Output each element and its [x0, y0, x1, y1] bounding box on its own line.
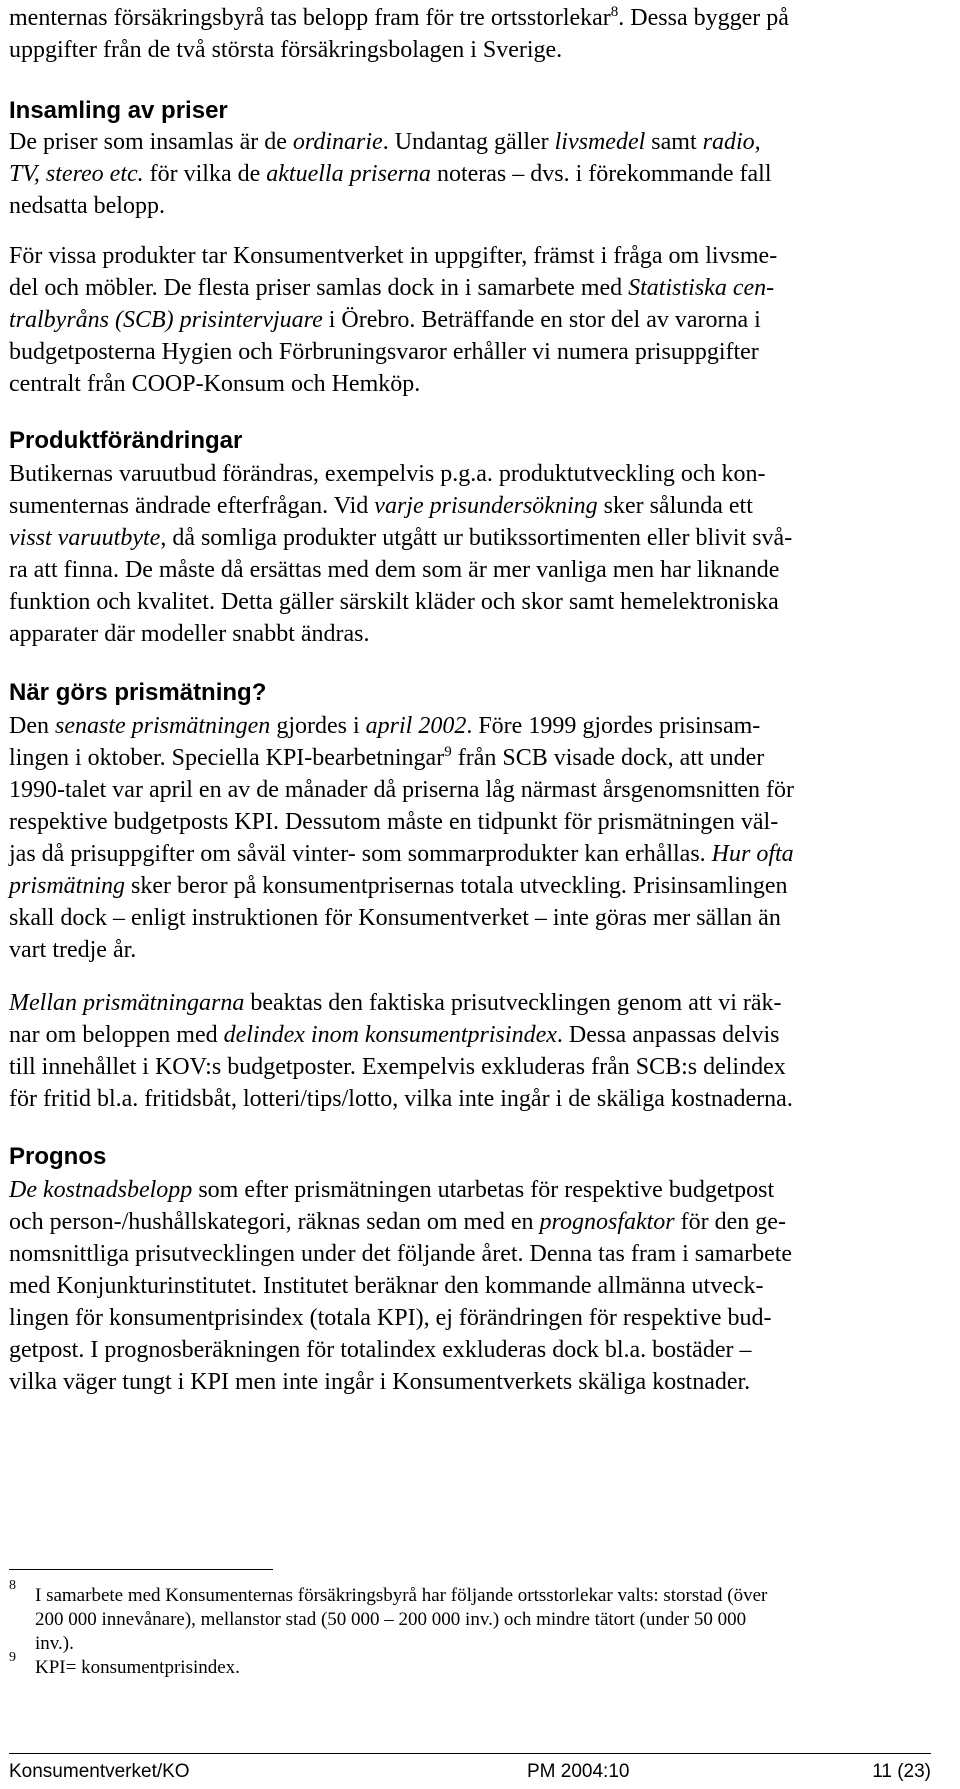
footer-rule [9, 1753, 931, 1754]
footnote-number-9: 9 [9, 1650, 16, 1665]
paragraph-line: Butikernas varuutbud förändras, exempelvis p.g.a. produktutveckling och kon- [9, 461, 766, 487]
footer-page-number: 11 (23) [872, 1761, 931, 1782]
paragraph-line: prismätning sker beror på konsumentprisernas totala utveckling. Prisinsamlingen [9, 873, 788, 899]
intro-line-1: menternas försäkringsbyrå tas belopp fram för tre ortsstorlekar$^8$. Dessa bygger på [9, 4, 789, 31]
paragraph-line: med Konjunkturinstitutet. Institutet beräknar den kommande allmänna utveck- [9, 1273, 764, 1299]
paragraph-line: nomsnittliga prisutvecklingen under det följande året. Denna tas fram i samarbete [9, 1241, 793, 1267]
paragraph-line: lingen för konsumentprisindex (totala KPI), ej förändringen för respektive bud- [9, 1305, 772, 1331]
footer-center: PM 2004:10 [527, 1761, 630, 1782]
paragraph-line: budgetposterna Hygien och Förbruningsvaror erhåller vi numera prisuppgifter [9, 339, 759, 365]
paragraph-line: visst varuutbyte, då somliga produkter utgått ur butikssortimenten eller blivit svå- [9, 525, 793, 551]
footnote-ref-8: 8 [610, 4, 619, 20]
paragraph-line: ra att finna. De måste då ersättas med dem som är mer vanliga men har liknande [9, 557, 780, 583]
footnote-8-line-3: inv.). [35, 1633, 74, 1654]
paragraph-line: vilka väger tungt i KPI men inte ingår i Konsumentverkets skäliga kostnader. [9, 1369, 751, 1395]
paragraph-line: tralbyråns (SCB) prisintervjuare i Örebro. Beträffande en stor del av varorna i [9, 307, 761, 333]
paragraph-line: nar om beloppen med delindex inom konsumentprisindex. Dessa anpassas delvis [9, 1022, 780, 1048]
paragraph-line: 1990-talet var april en av de månader då priserna låg närmast årsgenomsnitten för [9, 777, 795, 803]
paragraph-line: jas då prisuppgifter om såväl vinter- som sommarprodukter kan erhållas. Hur ofta [9, 841, 794, 867]
intro-line-2: uppgifter från de två största försäkringsbolagen i Sverige. [9, 37, 563, 63]
paragraph-line: och person-/hushållskategori, räknas sedan om med en prognosfaktor för den ge- [9, 1209, 786, 1235]
paragraph-line: del och möbler. De flesta priser samlas dock in i samarbete med Statistiska cen- [9, 275, 775, 301]
heading-nar-gors-prismatning: När görs prismätning? [9, 679, 267, 706]
heading-produktforandringar: Produktförändringar [9, 427, 243, 454]
paragraph-line: De kostnadsbelopp som efter prismätningen utarbetas för respektive budgetpost [9, 1177, 775, 1203]
footer-left: Konsumentverket/KO [9, 1761, 190, 1782]
paragraph-line: respektive budgetposts KPI. Dessutom måste en tidpunkt för prismätningen väl- [9, 809, 779, 835]
paragraph-line: till innehållet i KOV:s budgetposter. Exempelvis exkluderas från SCB:s delindex [9, 1054, 786, 1080]
footnote-separator [9, 1569, 273, 1570]
paragraph-line: För vissa produkter tar Konsumentverket in uppgifter, främst i fråga om livsme- [9, 243, 778, 269]
paragraph-line: apparater där modeller snabbt ändras. [9, 621, 370, 647]
paragraph-line: funktion och kvalitet. Detta gäller särskilt kläder och skor samt hemelektroniska [9, 589, 779, 615]
paragraph-line: De priser som insamlas är de ordinarie. Undantag gäller livsmedel samt radio, [9, 129, 761, 155]
paragraph-line: lingen i oktober. Speciella KPI-bearbetningar$^9$ från SCB visade dock, att under [9, 744, 765, 771]
heading-insamling: Insamling av priser [9, 97, 228, 124]
footnote-ref-9: 9 [444, 744, 452, 760]
footnote-9-line-1: KPI= konsumentprisindex. [35, 1657, 240, 1678]
paragraph-line: nedsatta belopp. [9, 193, 165, 219]
heading-prognos: Prognos [9, 1143, 107, 1170]
footnote-8-line-1: I samarbete med Konsumenternas försäkringsbyrå har följande ortsstorlekar valts: storstad (över [35, 1585, 768, 1606]
paragraph-line: Mellan prismätningarna beaktas den faktiska prisutvecklingen genom att vi räk- [9, 990, 782, 1016]
paragraph-line: sumenternas ändrade efterfrågan. Vid varje prisundersökning sker sålunda ett [9, 493, 753, 519]
paragraph-line: skall dock – enligt instruktionen för Konsumentverket – inte göras mer sällan än [9, 905, 781, 931]
paragraph-line: getpost. I prognosberäkningen för totalindex exkluderas dock bl.a. bostäder – [9, 1337, 752, 1363]
footnote-number-8: 8 [9, 1578, 16, 1593]
footnote-8-line-2: 200 000 innevånare), mellanstor stad (50 000 – 200 000 inv.) och mindre tätort (under 50 000 [35, 1609, 747, 1630]
paragraph-line: TV, stereo etc. för vilka de aktuella priserna noteras – dvs. i förekommande fall [9, 161, 772, 187]
paragraph-line: centralt från COOP-Konsum och Hemköp. [9, 371, 421, 397]
paragraph-line: vart tredje år. [9, 937, 137, 963]
paragraph-line: för fritid bl.a. fritidsbåt, lotteri/tips/lotto, vilka inte ingår i de skäliga kostnaderna. [9, 1086, 793, 1112]
paragraph-line: Den senaste prismätningen gjordes i april 2002. Före 1999 gjordes prisinsam- [9, 713, 761, 739]
